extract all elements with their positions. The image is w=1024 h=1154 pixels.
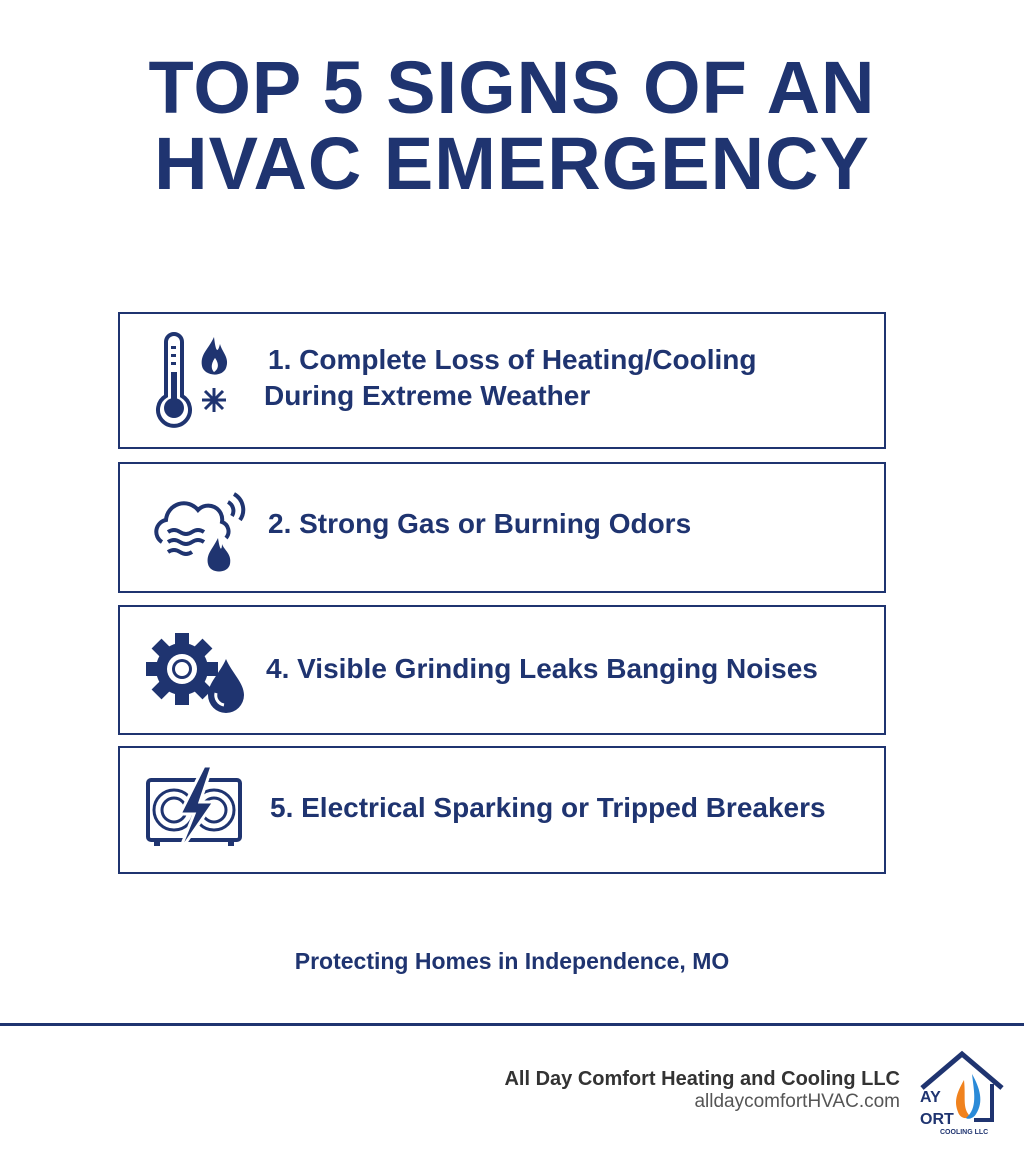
sign-card-2 — [118, 462, 886, 593]
sign-card-3 — [118, 605, 886, 735]
svg-text:AY: AY — [920, 1089, 941, 1106]
thermometer-flame-snowflake-icon — [142, 332, 252, 432]
sign-4-text: 5. Electrical Sparking or Tripped Breakers — [270, 792, 826, 823]
gear-water-drop-icon — [142, 621, 252, 721]
sign-3-text: 4. Visible Grinding Leaks Banging Noises — [266, 653, 818, 684]
title-line-2: HVAC EMERGENCY — [154, 122, 870, 205]
unit-lightning-icon — [142, 762, 252, 862]
company-logo — [918, 1050, 1008, 1138]
tagline: Protecting Homes in Independence, MO — [294, 948, 730, 974]
sign-2-text: 2. Strong Gas or Burning Odors — [268, 508, 692, 539]
sign-1-line-2: During Extreme Weather — [264, 380, 591, 411]
sign-1-line-1: 1. Complete Loss of Heating/Cooling — [268, 344, 757, 375]
title-line-1: TOP 5 SIGNS OF AN — [148, 46, 876, 129]
sign-card-1 — [118, 312, 886, 449]
page-title — [0, 46, 1024, 205]
footer-divider — [0, 1023, 1024, 1026]
svg-text:COOLING LLC: COOLING LLC — [940, 1129, 989, 1136]
cloud-odor-flame-icon — [142, 482, 252, 582]
svg-text:ORT: ORT — [920, 1111, 954, 1128]
company-name: All Day Comfort Heating and Cooling LLC — [504, 1068, 900, 1090]
sign-card-4 — [118, 746, 886, 874]
sign-1-text — [264, 342, 757, 414]
company-url[interactable]: alldaycomfortHVAC.com — [694, 1091, 900, 1112]
